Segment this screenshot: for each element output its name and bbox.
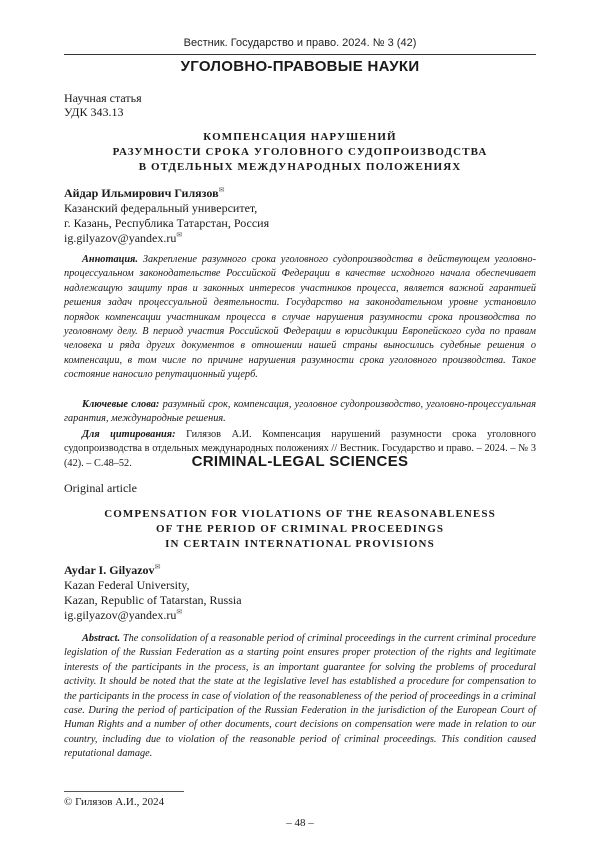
- udc: УДК 343.13: [64, 105, 123, 120]
- keywords-label-ru: Ключевые слова:: [82, 399, 159, 410]
- title-en-line-2: OF THE PERIOD OF CRIMINAL PROCEEDINGS: [0, 523, 600, 535]
- citation-label-ru: Для цитирования:: [82, 429, 176, 440]
- running-header: Вестник. Государство и право. 2024. № 3 (42): [0, 37, 600, 49]
- abstract-text-ru: Закрепление разумного срока уголовного судопроизводства в действующем уголовно-процессуальном законодательстве Российской Федерации в качестве исходного начала обеспечивает надлежащую защиту прав и законных интересов участников процесса, является важной гарантией решения задач процессуальной деятельности. Государство на законодательном уровне установило порядок компенсации участникам процесса в случае нарушения разумности срока производства по уголовному делу. В период участия Российской Федерации в юрисдикции Европейского суда по правам человека и ряда других документов в отношении нашей страны выносились судебные решения о компенсации, в том числе по причине нарушения разумности срока уголовного производства. Такое состояние наносило репутационный ущерб.: [64, 254, 536, 380]
- author-en: [64, 563, 160, 578]
- email-ru[interactable]: ig.gilyazov@yandex.ru: [64, 231, 176, 245]
- section-title-ru: УГОЛОВНО-ПРАВОВЫЕ НАУКИ: [0, 58, 600, 75]
- affiliation-ru-2: г. Казань, Республика Татарстан, Россия: [64, 216, 269, 231]
- article-type-ru: Научная статья: [64, 91, 142, 106]
- keywords-text-ru: разумный срок, компенсация, уголовное судопроизводство, уголовно-процессуальная гарантия, международные решения.: [64, 399, 536, 424]
- abstract-label-en: Abstract.: [82, 633, 120, 644]
- author-en-mail-icon: ✉: [155, 563, 161, 571]
- affiliation-en-1: Kazan Federal University,: [64, 578, 190, 593]
- title-en-line-3: IN CERTAIN INTERNATIONAL PROVISIONS: [0, 538, 600, 550]
- section-title-en: CRIMINAL-LEGAL SCIENCES: [0, 453, 600, 470]
- abstract-label-ru: Аннотация.: [82, 254, 138, 265]
- email-en[interactable]: ig.gilyazov@yandex.ru: [64, 608, 176, 622]
- affiliation-en-2: Kazan, Republic of Tatarstan, Russia: [64, 593, 242, 608]
- author-mail-icon: ✉: [219, 186, 225, 194]
- email-mail-icon: ✉: [176, 231, 182, 239]
- keywords-ru: [64, 398, 536, 427]
- title-en-line-1: COMPENSATION FOR VIOLATIONS OF THE REASONABLENESS: [0, 508, 600, 520]
- email-en-row: [64, 608, 182, 623]
- title-ru-line-1: КОМПЕНСАЦИЯ НАРУШЕНИЙ: [0, 131, 600, 143]
- title-ru-line-3: В ОТДЕЛЬНЫХ МЕЖДУНАРОДНЫХ ПОЛОЖЕНИЯХ: [0, 161, 600, 173]
- journal-page: [0, 0, 600, 849]
- abstract-text-en: The consolidation of a reasonable period of criminal proceedings in the current criminal procedure legislation of the Russian Federation as a starting point ensures proper protection of the rights and legitimate interests of the participants in the process, is an important guarantee for solving the problems of procedural activity. It should be noted that the state at the legislative level has established a procedure for compensation to the participants in the process in case of violation of the reasonableness of the period of proceedings in a criminal case. During the period of participation of the Russian Federation in the jurisdiction of the European Court of Human Rights and a number of other documents, court decisions on compensation were made in relation to our country, including due to violation of the reasonable period of criminal proceedings. This condition caused reputational damage.: [64, 633, 536, 759]
- author-name-ru: Айдар Ильмирович Гилязов: [64, 186, 219, 200]
- email-ru-row: [64, 231, 182, 246]
- citation-text-ru: Гилязов А.И. Компенсация нарушений разумности срока уголовного судопроизводства в отдельных международных положениях // Вестник. Государство и право. – 2024. – № 3 (42). – С.48–52.: [64, 429, 536, 469]
- affiliation-ru-1: Казанский федеральный университет,: [64, 201, 257, 216]
- footnote-rule: [64, 791, 184, 792]
- page-number: – 48 –: [0, 817, 600, 829]
- copyright: © Гилязов А.И., 2024: [64, 796, 164, 808]
- article-type-en: Original article: [64, 481, 137, 496]
- header-rule: [64, 54, 536, 55]
- author-name-en: Aydar I. Gilyazov: [64, 563, 155, 577]
- abstract-en: [64, 632, 536, 762]
- email-en-mail-icon: ✉: [176, 608, 182, 616]
- author-ru: [64, 186, 225, 201]
- abstract-ru: [64, 253, 536, 383]
- title-ru-line-2: РАЗУМНОСТИ СРОКА УГОЛОВНОГО СУДОПРОИЗВОДСТВА: [0, 146, 600, 158]
